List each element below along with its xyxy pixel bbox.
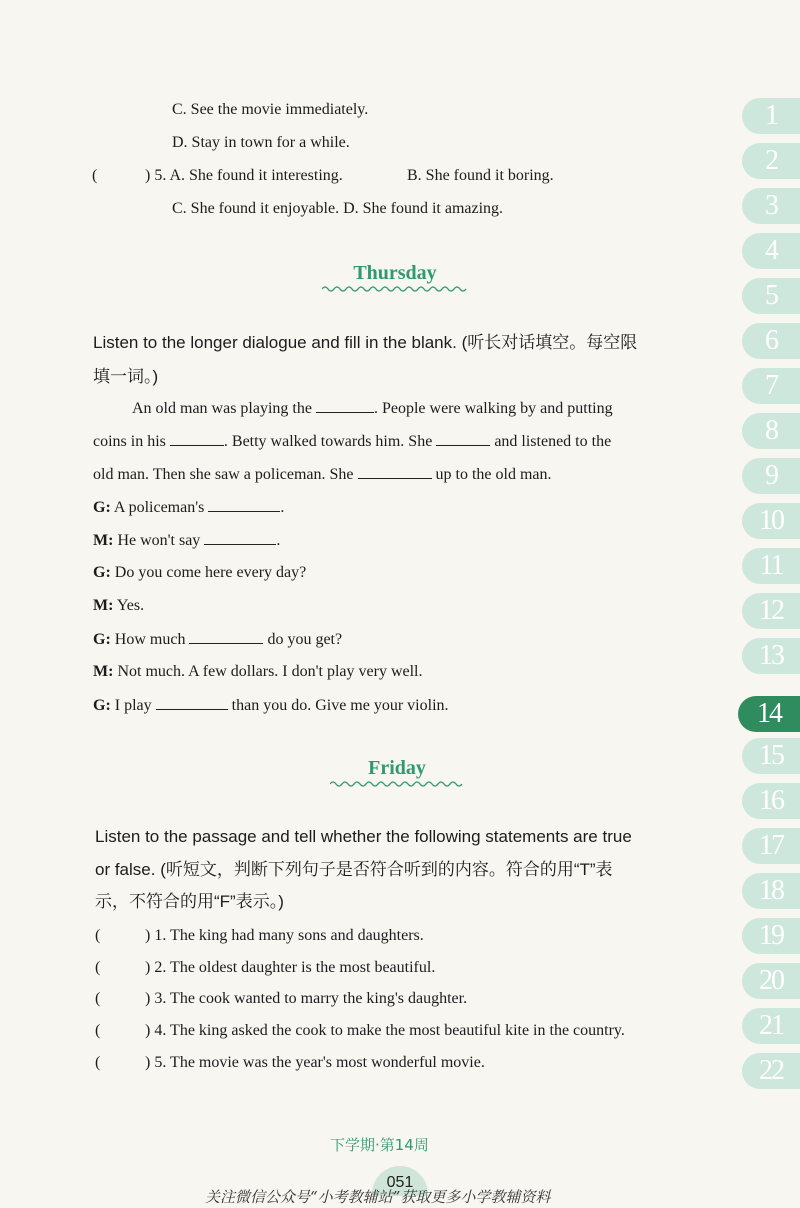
friday-wavy-underline [330,780,466,788]
dialogue-text: Yes. [116,597,145,614]
speaker: M [93,532,109,549]
speaker: G [93,499,106,516]
dialogue-text: Not much. A few dollars. I don't play very well. [117,663,423,680]
tf-item-2 [95,958,435,978]
tab-week-14-active[interactable]: 14 [738,696,800,732]
statement-text: ) 3. The cook wanted to marry the king's daughter. [145,990,468,1007]
para-l2-c: and listened to the [494,433,612,450]
statement-text: ) 2. The oldest daughter is the most beautiful. [145,959,436,976]
q4-option-c: C. See the movie immediately. [172,101,369,118]
thursday-instruction-line1: Listen to the longer dialogue and fill in the blank. (听长对话填空。每空限 [93,333,638,352]
tab-week-4[interactable]: 4 [742,233,800,269]
dialogue-text: I play [114,697,152,714]
dialogue-line-5: G: How much do you get? [93,631,343,648]
thursday-instruction-line2: 填一词。) [93,367,159,386]
friday-instruction-line1: Listen to the passage and tell whether the following statements are true [95,827,632,846]
tab-week-20[interactable]: 20 [742,963,800,999]
answer-paren[interactable]: ( [95,1054,101,1071]
tf-item-3 [95,989,467,1009]
blank-6[interactable] [204,530,276,545]
page-number: 051 [372,1166,428,1196]
thursday-heading: Thursday [353,262,437,284]
tab-week-3[interactable]: 3 [742,188,800,224]
blank-7[interactable] [189,629,263,644]
answer-paren[interactable]: ( [95,1022,101,1039]
answer-paren[interactable]: ( [95,990,101,1007]
tab-week-5[interactable]: 5 [742,278,800,314]
friday-instruction-line3: 示，不符合的用“F”表示。) [95,892,284,911]
para-l3-a: old man. Then she saw a policeman. She [93,466,354,483]
paragraph-line-2 [93,431,611,452]
dialogue-line-1: G: A policeman's . [93,499,285,516]
blank-1[interactable] [316,398,374,413]
blank-3[interactable] [436,431,490,446]
dialogue-line-4: M: Yes. [93,597,145,614]
tab-week-1[interactable]: 1 [742,98,800,134]
tab-week-22[interactable]: 22 [742,1053,800,1089]
dialogue-text: do you get? [267,631,343,648]
paragraph-line-1 [132,398,613,419]
tab-week-10[interactable]: 10 [742,503,800,539]
friday-instruction-line2: or false. (听短文，判断下列句子是否符合听到的内容。符合的用“T”表 [95,860,613,879]
dialogue-text: . [280,499,285,516]
speaker: M [93,597,109,614]
dialogue-text: A policeman's [113,499,205,516]
blank-5[interactable] [208,497,280,512]
footer-week-label: 下学期·第14周 [330,1136,429,1154]
q5-paren: ( [92,167,98,184]
para-l2-a: coins in his [93,433,166,450]
dialogue-text: How much [114,631,186,648]
blank-8[interactable] [156,695,228,710]
blank-2[interactable] [170,431,224,446]
paragraph-line-3 [93,464,552,485]
tab-week-8[interactable]: 8 [742,413,800,449]
q4-option-d: D. Stay in town for a while. [172,134,350,151]
para-l1-a: An old man was playing the [132,400,312,417]
para-l2-b: . Betty walked towards him. She [223,433,433,450]
dialogue-line-3: G: Do you come here every day? [93,564,307,581]
tf-item-5 [95,1053,485,1073]
statement-text: ) 5. The movie was the year's most wonderful movie. [145,1054,485,1071]
tab-week-15[interactable]: 15 [742,738,800,774]
tf-item-1 [95,926,424,946]
speaker: G [93,564,106,581]
dialogue-text: than you do. Give me your violin. [231,697,449,714]
dialogue-line-7: G: I play than you do. Give me your violin. [93,697,449,714]
tab-week-18[interactable]: 18 [742,873,800,909]
tab-week-9[interactable]: 9 [742,458,800,494]
statement-text: ) 4. The king asked the cook to make the most beautiful kite in the country. [145,1022,625,1039]
dialogue-text: Do you come here every day? [114,564,307,581]
tab-week-12[interactable]: 12 [742,593,800,629]
speaker: G [93,697,106,714]
answer-paren[interactable]: ( [95,927,101,944]
q5-option-a: ) 5. A. She found it interesting. [145,167,343,184]
q5-option-b: B. She found it boring. [407,167,554,184]
tab-week-7[interactable]: 7 [742,368,800,404]
week-tabs [738,98,800,1093]
thursday-wavy-underline [322,285,470,293]
dialogue-text: He won't say [117,532,201,549]
friday-heading: Friday [368,757,426,779]
para-l3-b: up to the old man. [435,466,552,483]
tab-week-21[interactable]: 21 [742,1008,800,1044]
tab-week-2[interactable]: 2 [742,143,800,179]
dialogue-line-2: M: He won't say . [93,532,281,549]
tab-week-6[interactable]: 6 [742,323,800,359]
para-l1-b: . People were walking by and putting [373,400,613,417]
statement-text: ) 1. The king had many sons and daughters. [145,927,424,944]
speaker: G [93,631,106,648]
answer-paren[interactable]: ( [95,959,101,976]
speaker: M [93,663,109,680]
tab-week-17[interactable]: 17 [742,828,800,864]
dialogue-line-6: M: Not much. A few dollars. I don't play very well. [93,663,423,680]
tf-item-4 [95,1021,625,1041]
watermark-text: 关注微信公众号“小考教辅站”获取更多小学教辅资料 [205,1188,551,1206]
tab-week-13[interactable]: 13 [742,638,800,674]
dialogue-text: . [276,532,281,549]
tab-week-16[interactable]: 16 [742,783,800,819]
tab-week-11[interactable]: 11 [742,548,800,584]
q5-option-cd: C. She found it enjoyable. D. She found it amazing. [172,200,504,217]
blank-4[interactable] [358,464,432,479]
tab-week-19[interactable]: 19 [742,918,800,954]
